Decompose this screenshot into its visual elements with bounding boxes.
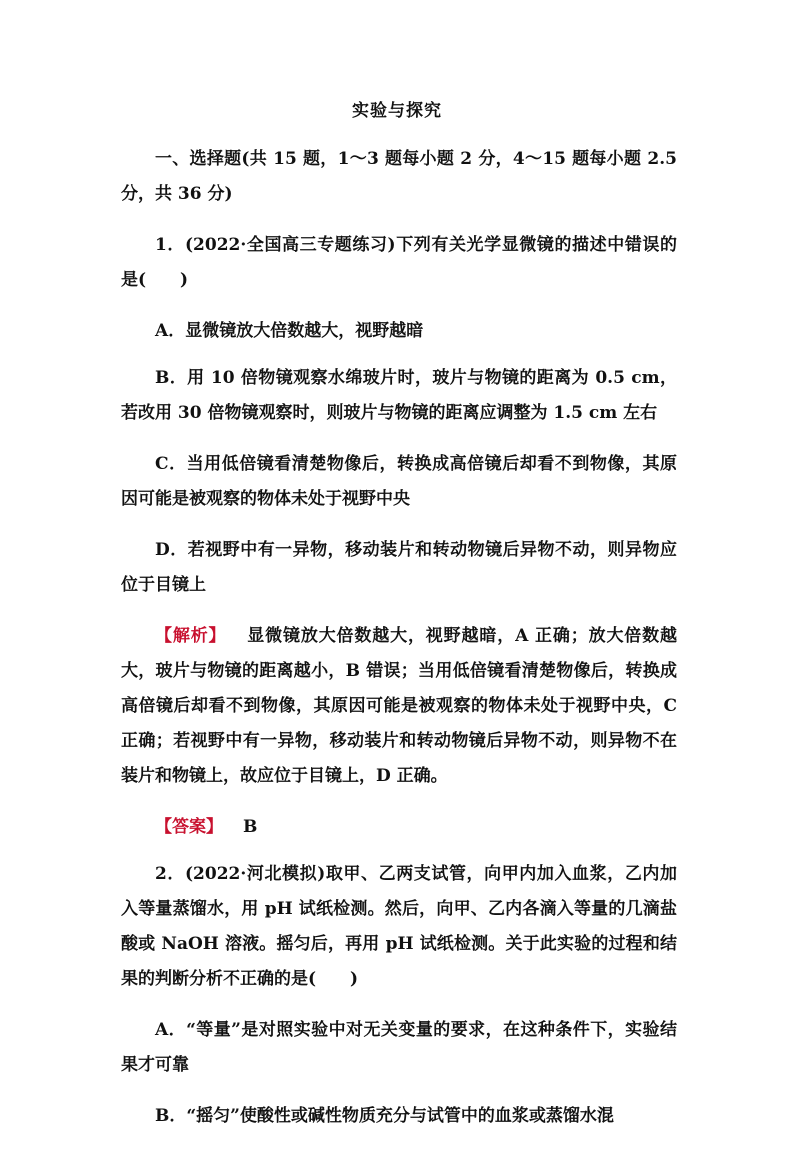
page-title: 实验与探究 <box>352 101 442 121</box>
question-1-stem: 1．(2022·全国高三专题练习)下列有关光学显微镜的描述中错误的是( ) <box>121 235 677 290</box>
answer-tag: 【答案】 <box>155 817 223 837</box>
question-1-option-c: C．当用低倍镜看清楚物像后，转换成高倍镜后却看不到物像，其原因可能是被观察的物体未处于视野中央 <box>121 454 677 509</box>
question-2-option-b: B．“摇匀”使酸性或碱性物质充分与试管中的血浆或蒸馏水混 <box>155 1106 614 1126</box>
question-1-option-b: B．用 10 倍物镜观察水绵玻片时，玻片与物镜的距离为 0.5 cm，若改用 30 倍物镜观察时，则玻片与物镜的距离应调整为 1.5 cm 左右 <box>121 368 677 423</box>
document-body <box>121 142 677 1150</box>
question-1-option-d: D．若视野中有一异物，移动装片和转动物镜后异物不动，则异物应位于目镜上 <box>121 540 677 595</box>
analysis-text: 显微镜放大倍数越大，视野越暗，A 正确；放大倍数越大，玻片与物镜的距离越小，B 错误；当用低倍镜看清楚物像后，转换成高倍镜后却看不到物像，其原因可能是被观察的物体未处于视野中央，C 正确；若视野中有一异物，移动装片和转动物镜后异物不动，则异物不在装片和物镜上，故应位于目镜上，D 正确。 <box>121 626 678 786</box>
answer-text: B <box>243 817 258 837</box>
section-heading: 一、选择题(共 15 题，1～3 题每小题 2 分，4～15 题每小题 2.5 分，共 36 分) <box>121 149 677 204</box>
question-1-option-a: A．显微镜放大倍数越大，视野越暗 <box>155 321 424 341</box>
question-1-analysis <box>121 619 677 794</box>
question-2-option-a: A．“等量”是对照实验中对无关变量的要求，在这种条件下，实验结果才可靠 <box>121 1020 677 1075</box>
question-2-stem: 2．(2022·河北模拟)取甲、乙两支试管，向甲内加入血浆，乙内加入等量蒸馏水，用 pH 试纸检测。然后，向甲、乙内各滴入等量的几滴盐酸或 NaOH 溶液。摇匀后，再用 pH 试纸检测。关于此实验的过程和结果的判断分析不正确的是( ) <box>121 864 677 989</box>
analysis-tag: 【解析】 <box>155 626 227 646</box>
question-1-answer <box>121 810 677 845</box>
